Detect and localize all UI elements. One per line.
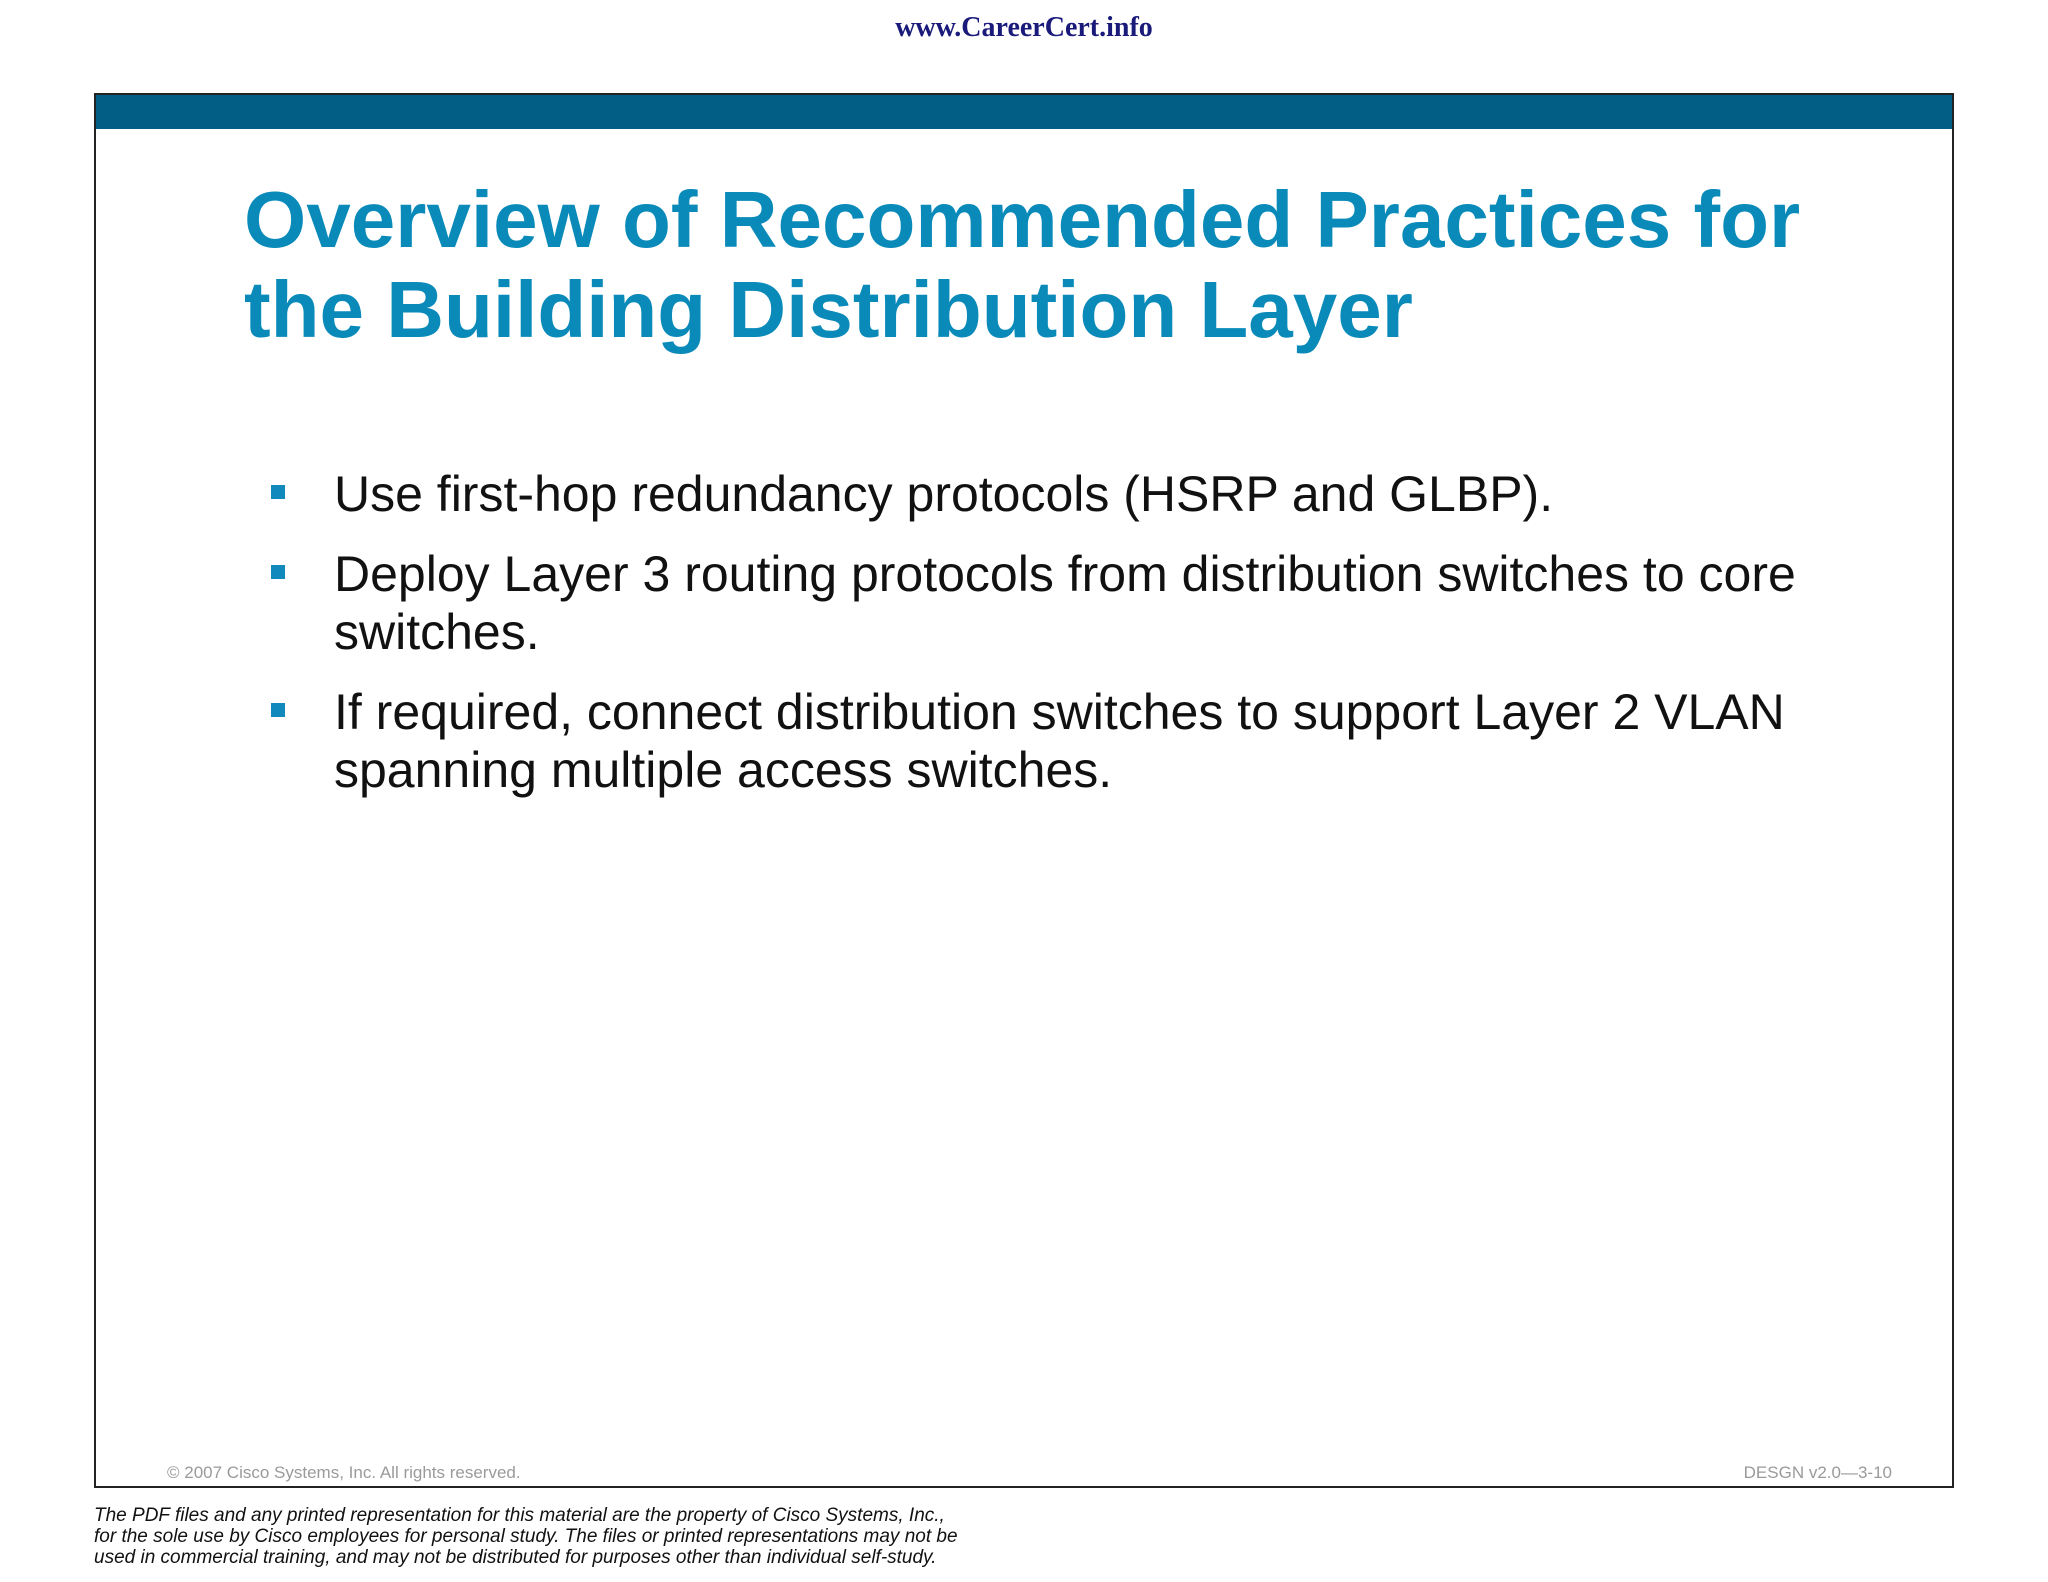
bullet-list [271,465,1831,821]
disclaimer-line: used in commercial training, and may not be distributed for purposes other than individual self-study. [94,1547,937,1568]
slide [94,93,1954,1488]
disclaimer-line: for the sole use by Cisco employees for personal study. The files or printed representations may not be [94,1526,958,1547]
square-bullet-icon [271,485,285,499]
bullet-text: If required, connect distribution switches to support Layer 2 VLAN spanning multiple access switches. [334,684,1785,798]
square-bullet-icon [271,565,285,579]
bullet-item [271,683,1831,799]
slide-top-band [96,95,1952,129]
site-url: www.CareerCert.info [895,12,1153,43]
square-bullet-icon [271,703,285,717]
bullet-item [271,545,1831,661]
bullet-text: Use first-hop redundancy protocols (HSRP and GLBP). [334,466,1554,522]
slide-title-line: Overview of Recommended Practices for [244,175,1801,264]
disclaimer-line: The PDF files and any printed representation for this material are the property of Cisco Systems, Inc., [94,1505,945,1526]
disclaimer [94,1505,1194,1568]
copyright-notice: © 2007 Cisco Systems, Inc. All rights reserved. [167,1463,521,1482]
course-code: DESGN v2.0—3-10 [1743,1463,1892,1482]
bullet-item [271,465,1831,523]
slide-title [244,175,1884,355]
slide-title-line: the Building Distribution Layer [244,265,1413,354]
bullet-text: Deploy Layer 3 routing protocols from distribution switches to core switches. [334,546,1796,660]
